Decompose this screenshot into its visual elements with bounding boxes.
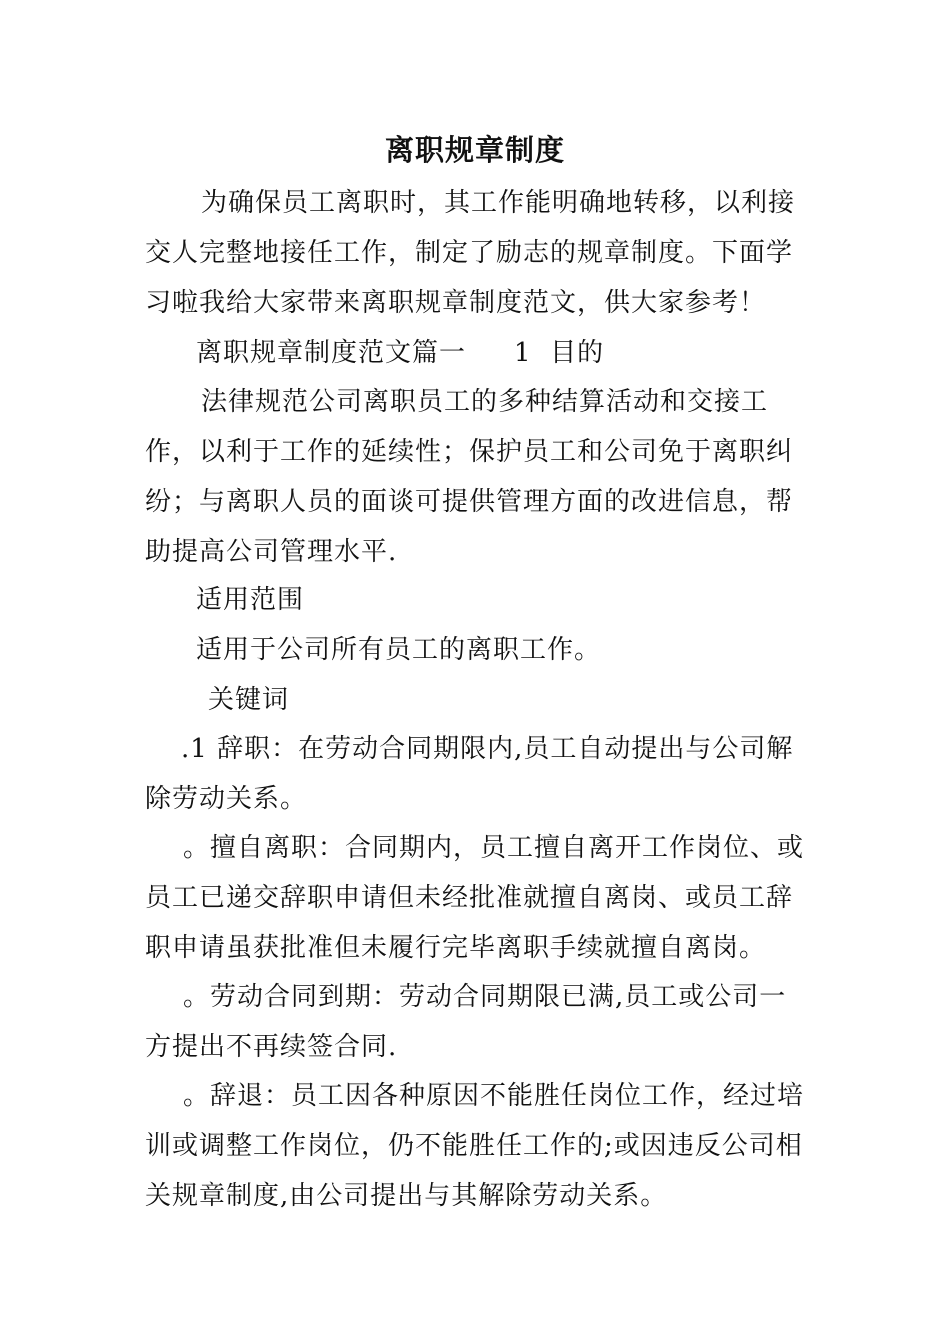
purpose-paragraph: 法律规范公司离职员工的多种结算活动和交接工作，以利于工作的延续性；保护员工和公司免于离职纠纷；与离职人员的面谈可提供管理方面的改进信息，帮助提高公司管理水平. (145, 387, 794, 567)
intro-paragraph: 为确保员工离职时，其工作能明确地转移，以利接交人完整地接任工作，制定了励志的规章制度。下面学习啦我给大家带来离职规章制度范文，供大家参考！ (145, 188, 796, 318)
section-number: 1 (514, 338, 532, 368)
scope-heading: 适用范围 (196, 585, 305, 615)
definition-resignation: .1 辞职：在劳动合同期限内,员工自动提出与公司解除劳动关系。 (145, 734, 794, 814)
definition-contract-expiry: 。劳动合同到期：劳动合同期限已满,员工或公司一方提出不再续签合同. (145, 982, 787, 1062)
scope-text: 适用于公司所有员工的离职工作。 (196, 635, 602, 665)
definition-dismissal: 。辞退：员工因各种原因不能胜任岗位工作，经过培训或调整工作岗位，仍不能胜任工作的;或因违反公司相关规章制度,由公司提出与其解除劳动关系。 (145, 1081, 805, 1211)
section-heading: 离职规章制度范文篇一 (196, 338, 467, 368)
keywords-heading: 关键词 (208, 685, 290, 715)
section-label: 目的 (550, 338, 605, 368)
definition-unauthorized-leave: 。擅自离职：合同期内，员工擅自离开工作岗位、或员工已递交辞职申请但未经批准就擅自离岗、或员工辞职申请虽获批准但未履行完毕离职手续就擅自离岗。 (145, 833, 805, 963)
document-title: 离职规章制度 (384, 133, 565, 167)
section-heading-line (196, 328, 604, 378)
